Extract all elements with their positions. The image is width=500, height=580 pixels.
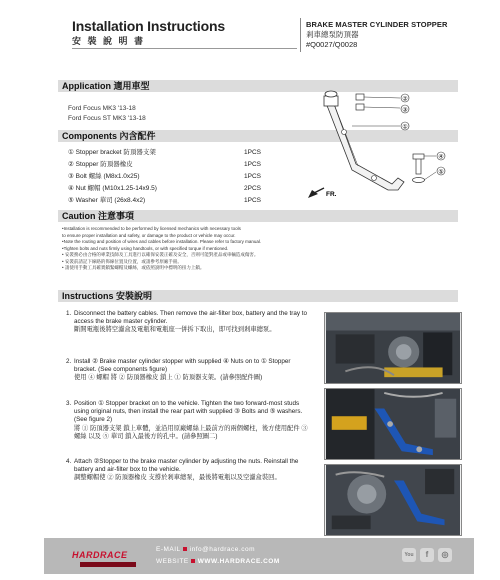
caution-line: • 安裝務必由合格的專業技師及工具進行以確保安裝正確及安全，否則可能對產品或車輛造成傷害。 [62,252,259,257]
component-item: ② Stopper 防頂器橡皮 [68,161,133,168]
component-qty: 1PCS [244,149,261,156]
step-number: 3. [66,400,72,407]
caution-line: • 安裝前請記下線路的佈線位置及位置，或請參考原廠手冊。 [62,258,182,264]
caution-line: •Installation is recommended to be performed by licensed mechanics with necessary tools [62,226,241,231]
instruction-step-4 [66,458,314,483]
step-text-cn: 使用 ④ 螺帽 將 ② 防頂器橡皮 鎖上 ① 防頂器支架。(請參照配件圖) [74,374,263,382]
instruction-step-2 [66,358,314,383]
caution-line: to ensure proper installation and safety, or damage to the product or vehicle may occur. [62,232,236,238]
instruction-step-1 [66,310,314,335]
product-info [306,20,448,50]
drawing-label: ① [402,123,408,131]
product-name-cn: 剎車總泵防頂器 [306,30,359,39]
website-link[interactable]: WWW.HARDRACE.COM [197,558,280,565]
email-link[interactable]: info@hardrace.com [189,546,255,553]
brand-logo [58,546,128,566]
part-number: #Q0027/Q0028 [306,40,358,49]
page-title: Installation Instructions [72,18,225,34]
component-item: ④ Nut 螺帽 (M10x1.25-14x9.5) [68,185,157,192]
header-vertical-divider [300,18,301,52]
step-number: 4. [66,458,72,465]
step-number: 1. [66,310,72,317]
vehicle-item: Ford Focus MK3 '13-18 [68,105,136,112]
application-list [68,104,146,124]
caution-line: • 請使用手動工具確實鎖緊螺帽及螺絲，或依照說明中標明的扭力上鎖。 [62,265,205,270]
component-qty: 1PCS [244,161,261,168]
application-heading: Application 適用車型 [62,81,150,91]
youtube-icon[interactable]: You [402,548,416,562]
brand-name: HARDRACE [72,550,128,560]
engine-bay-photo-2 [324,388,462,460]
component-item: ③ Bolt 螺絲 (M8x1.0x25) [68,173,140,180]
step-text-cn: 將 ① 防頂器支架 鎖上車體，並沿用原廠螺絲上最前方的兩個螺柱，後方使用配件 ③ 螺絲 以及 ⑤ 華司 鎖入最後方的孔中。(請參照圖二) [74,424,308,440]
facebook-icon[interactable]: f [420,548,434,562]
drawing-label: ④ [438,153,444,161]
footer [44,538,474,574]
caution-heading-bar [58,210,458,222]
component-item: ⑤ Washer 華司 (26x8.4x2) [68,197,146,204]
step-number: 2. [66,358,72,365]
caution-text [62,226,332,272]
step-text-en: Install ② Brake master cylinder stopper with supplied ④ Nuts on to ① Stopper bracket. (See components figure) [74,358,291,374]
step-text-en: Attach ②Stopper to the brake master cylinder by adjusting the nuts. Reinstall the battery and air-filter box to the vehicle. [74,458,299,474]
brand-logo-bar [80,562,136,567]
front-label: FR. [326,191,337,198]
engine-bay-photo-3 [324,464,462,536]
header-divider [72,48,297,49]
wechat-icon[interactable]: ◎ [438,548,452,562]
email-line [156,546,255,553]
component-qty: 2PCS [244,185,261,192]
drawing-label: ③ [402,106,408,114]
caution-heading: Caution 注意事項 [62,211,134,221]
page-subtitle-cn: 安 裝 說 明 書 [72,36,146,46]
component-item: ① Stopper bracket 防頂器支架 [68,149,156,156]
components-heading: Components 內含配件 [62,131,156,141]
caution-line: •Note the routing and position of wires and cables before installation. Please refer to factory manual. [62,239,262,244]
bullet-icon [183,547,187,551]
website-label: WEBSITE [156,558,189,565]
bullet-icon [191,559,195,563]
instructions-heading-bar [58,290,458,302]
step-text-en: Position ① Stopper bracket on to the vehicle. Tighten the two forward-most studs using original nuts, then install the rear part with supplied ③ Bolts and ⑤ washers. (See figure 2) [74,400,303,424]
product-name: BRAKE MASTER CYLINDER STOPPER [306,20,448,29]
components-drawing [304,86,454,201]
component-qty: 1PCS [244,197,261,204]
instruction-sheet [44,8,474,574]
step-text-cn: 調整螺帽使 ② 防頂器橡皮 支撐於剎車總泵，最後將電瓶以及空濾盒裝回。 [74,474,281,482]
caution-line: •Tighten bolts and nuts firmly using handtools, or with specified torque if mentioned. [62,245,229,251]
email-label: E-MAIL [156,546,181,553]
website-line [156,558,280,565]
step-text-cn: 斷開電瓶後將空濾盒及電瓶和電瓶座一併拆下取出，即可找到剎車總泵。 [74,326,276,334]
vehicle-item: Ford Focus ST MK3 '13-18 [68,115,146,122]
component-qty: 1PCS [244,173,261,180]
instructions-heading: Instructions 安裝說明 [62,291,153,301]
drawing-label: ② [402,95,408,103]
engine-bay-photo-1 [324,312,462,384]
drawing-label: ⑤ [438,168,444,176]
instruction-step-3 [66,400,314,441]
step-text-en: Disconnect the battery cables. Then remove the air-filter box, battery and the tray to access the brake master cylinder. [74,310,307,326]
